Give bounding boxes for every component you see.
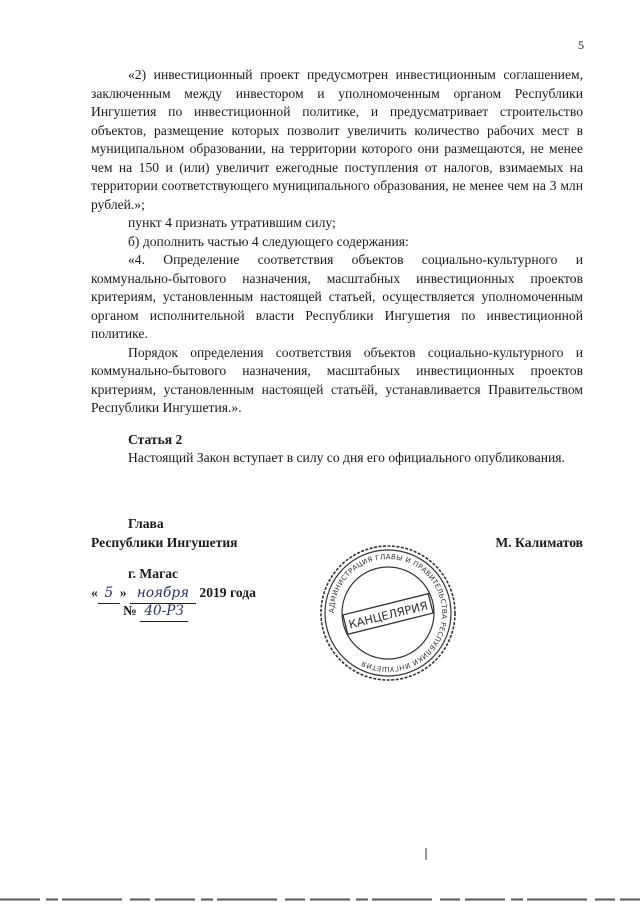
handwritten-number: 40-РЗ [140,602,188,622]
scan-bottom-edge [0,898,640,901]
paragraph-entry-into-force: Настоящий Закон вступает в силу со дня его официального опубликования. [128,450,565,465]
office-stamp [318,543,458,683]
handwritten-month: ноября [130,584,196,604]
date-year: 2019 года [199,585,256,600]
handwritten-day: 5 [98,584,120,604]
paragraph-procedure: Порядок определения соответствия объектов социально-культурного и коммунально-бытового назначения, масштабных инвестиционных проектов критериям, установленным настоящей статьёй, устанавливается Правительством Республики Ингушетия.». [91,344,583,415]
document-body [91,66,583,468]
scan-mark [425,848,427,860]
signing-date [91,584,256,604]
page-number: 5 [578,38,584,52]
stamp-ring-text-path: АДМИНИСТРАЦИЯ ГЛАВЫ И ПРАВИТЕЛЬСТВА РЕСПУБЛИКИ ИНГУШЕТИЯ [327,552,449,674]
paragraph-investment-project: «2) инвестиционный проект предусмотрен инвестиционным соглашением, заключенным между инвестором и уполномоченным органом Республики Ингушетия по инвестиционной политике, и предусматривает строительство объектов, размещение которых позволит увеличить количество рабочих мест в муниципальном образовании, на территории которого они размещаются, не менее чем на 150 и (или) увеличит ежегодные поступления от налогов, взимаемых на территории соответствующего муниципального образования, не менее чем на 3 млн рублей.»; [91,67,583,212]
stamp-center-text: КАНЦЕЛЯРИЯ [347,598,430,632]
signatory-title-line2: Республики Ингушетия [91,535,238,550]
law-number [123,602,188,622]
signatory-name: М. Калиматов [495,535,583,550]
date-close-quote: » [119,585,127,600]
article-heading: Статья 2 [128,431,183,447]
signing-place: г. Магас [128,566,179,581]
paragraph-part-4-definition: «4. Определение соответствия объектов социально-культурного и коммунально-бытового назначения, масштабных инвестиционных проектов критериям, установленным настоящей статьей, осуществляется уполномоченным органом исполнительной власти Республики Ингушетия по инвестиционной политике. [91,252,583,341]
date-open-quote: « [91,585,98,600]
number-label: № [123,603,137,618]
paragraph-add-part-4: б) дополнить частью 4 следующего содержания: [128,233,409,249]
paragraph-point-4-repealed: пункт 4 признать утратившим силу; [128,215,336,230]
signatory-title-line1: Глава [128,516,164,531]
